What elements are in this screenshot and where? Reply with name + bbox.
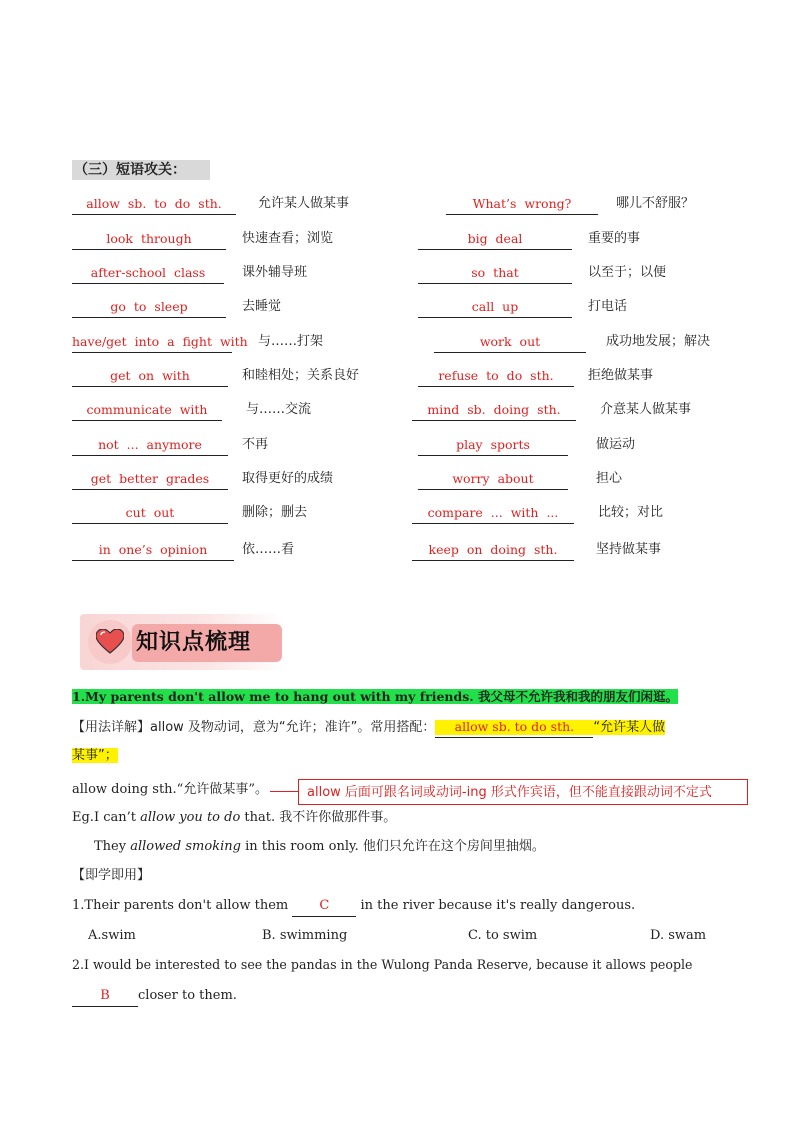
phrase-row bbox=[72, 366, 732, 388]
example-2: They allowed smoking in this room only. 他们只允许在这个房间里抽烟。 bbox=[94, 839, 545, 854]
usage-line bbox=[72, 717, 665, 738]
phrase-answer-left: allow sb. to do sth. bbox=[72, 194, 236, 215]
phrase-answer-right: big deal bbox=[418, 229, 572, 250]
q1-option-c: C. to swim bbox=[468, 928, 538, 943]
phrase-meaning-left: 删除；删去 bbox=[242, 505, 308, 520]
banner-title: 知识点梳理 bbox=[136, 630, 252, 655]
phrase-answer-right: What’s wrong? bbox=[446, 194, 598, 215]
phrase-meaning-left: 与……交流 bbox=[246, 402, 312, 417]
practice-heading: 【即学即用】 bbox=[72, 868, 151, 883]
phrase-meaning-left: 去睡觉 bbox=[242, 299, 282, 314]
phrase-answer-left: cut out bbox=[72, 503, 228, 524]
phrase-meaning-right: 哪儿不舒服？ bbox=[616, 196, 695, 211]
phrase-meaning-left: 和睦相处；关系良好 bbox=[242, 368, 360, 383]
phrase-meaning-right: 重要的事 bbox=[588, 231, 641, 246]
phrase-row bbox=[72, 503, 732, 525]
phrase-answer-right: compare ... with ... bbox=[412, 503, 574, 524]
phrase-answer-left: get on with bbox=[72, 366, 228, 387]
q2-answer-blank: B bbox=[72, 986, 138, 1007]
phrase-meaning-left: 快速查看；浏览 bbox=[242, 231, 334, 246]
heart-icon bbox=[96, 629, 124, 655]
usage-text: 【用法详解】allow 及物动词，意为“允许；准许”。常用搭配： bbox=[72, 720, 436, 735]
usage-doing-line: allow doing sth.“允许做某事”。 bbox=[72, 782, 268, 797]
phrase-meaning-right: 以至于；以便 bbox=[588, 265, 667, 280]
teacher-note: allow 后面可跟名词或动词-ing 形式作宾语，但不能直接跟动词不定式 bbox=[298, 779, 748, 805]
phrase-row bbox=[72, 297, 732, 319]
usage-line-2 bbox=[72, 746, 118, 766]
phrase-answer-right: mind sb. doing sth. bbox=[412, 400, 576, 421]
usage-highlight-cont: 某事”； bbox=[72, 748, 118, 763]
phrase-answer-left: go to sleep bbox=[72, 297, 226, 318]
phrase-row bbox=[72, 194, 732, 216]
q1-option-b: B. swimming bbox=[262, 928, 348, 943]
phrase-row bbox=[72, 263, 732, 285]
phrase-answer-right: worry about bbox=[418, 469, 568, 490]
example-1: Eg.I can’t allow you to do that. 我不许你做那件事。 bbox=[72, 810, 397, 825]
phrase-meaning-right: 做运动 bbox=[596, 437, 636, 452]
phrase-answer-right: play sports bbox=[418, 435, 568, 456]
question-1: 1.Their parents don't allow them C in the river because it's really dangerous. bbox=[72, 896, 635, 917]
q1-option-a: A.swim bbox=[88, 928, 136, 943]
phrase-row bbox=[72, 332, 732, 354]
usage-answer: allow sb. to do sth. bbox=[435, 717, 593, 738]
phrase-meaning-right: 比较；对比 bbox=[598, 505, 664, 520]
phrase-row bbox=[72, 400, 732, 422]
phrase-meaning-left: 与……打架 bbox=[258, 334, 324, 349]
phrase-row bbox=[72, 540, 732, 562]
arrow-connector bbox=[270, 791, 298, 792]
point-1-sentence: 1.My parents don't allow me to hang out with my friends. 我父母不允许我和我的朋友们闲逛。 bbox=[72, 689, 679, 704]
section-banner bbox=[80, 614, 286, 670]
phrase-meaning-right: 成功地发展；解决 bbox=[606, 334, 711, 349]
phrase-meaning-right: 拒绝做某事 bbox=[588, 368, 654, 383]
phrase-row bbox=[72, 469, 732, 491]
heart-badge bbox=[88, 620, 132, 664]
section-heading: （三）短语攻关： bbox=[72, 160, 210, 180]
phrase-meaning-left: 依……看 bbox=[242, 542, 295, 557]
point-1 bbox=[72, 687, 678, 708]
phrase-answer-left: get better grades bbox=[72, 469, 228, 490]
phrase-meaning-right: 介意某人做某事 bbox=[600, 402, 692, 417]
phrase-answer-left: communicate with bbox=[72, 400, 222, 421]
phrase-meaning-left: 课外辅导班 bbox=[242, 265, 308, 280]
usage-highlight: allow sb. to do sth. “允许某人做 bbox=[435, 720, 665, 735]
phrase-answer-right: keep on doing sth. bbox=[412, 540, 574, 561]
phrase-answer-left: not ... anymore bbox=[72, 435, 228, 456]
phrase-row bbox=[72, 229, 732, 251]
phrase-answer-left: in one’s opinion bbox=[72, 540, 234, 561]
question-2: 2.I would be interested to see the pandas in the Wulong Panda Reserve, because it allows people bbox=[72, 957, 693, 972]
phrase-answer-right: call up bbox=[418, 297, 572, 318]
phrase-answer-right: work out bbox=[434, 332, 586, 353]
phrase-answer-left: have/get into a fight with bbox=[72, 332, 232, 353]
question-2-cont: B closer to them. bbox=[72, 986, 237, 1007]
phrase-meaning-right: 打电话 bbox=[588, 299, 628, 314]
phrase-answer-right: so that bbox=[418, 263, 572, 284]
phrase-answer-right: refuse to do sth. bbox=[418, 366, 574, 387]
phrase-meaning-left: 取得更好的成绩 bbox=[242, 471, 334, 486]
phrase-meaning-left: 允许某人做某事 bbox=[258, 196, 350, 211]
q1-option-d: D. swam bbox=[650, 928, 707, 943]
phrase-row bbox=[72, 435, 732, 457]
phrase-meaning-left: 不再 bbox=[242, 437, 269, 452]
phrase-meaning-right: 坚持做某事 bbox=[596, 542, 662, 557]
phrase-answer-left: after-school class bbox=[72, 263, 224, 284]
q1-answer-blank: C bbox=[292, 896, 356, 917]
phrase-answer-left: look through bbox=[72, 229, 226, 250]
phrase-meaning-right: 担心 bbox=[596, 471, 623, 486]
